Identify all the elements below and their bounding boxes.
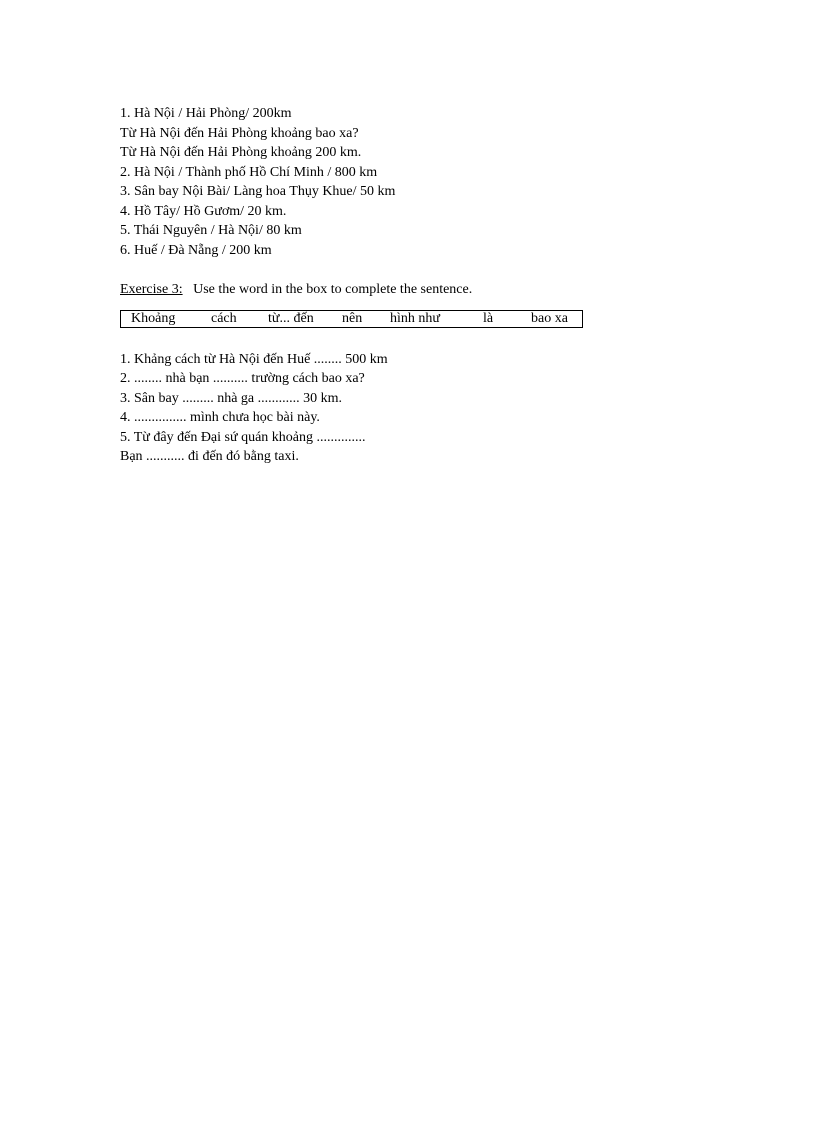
word-box-item: hình như [390, 310, 440, 326]
text-line: Từ Hà Nội đến Hải Phòng khoảng 200 km. [120, 145, 362, 160]
exercise-instruction: Use the word in the box to complete the sentence. [193, 282, 473, 297]
word-box-item: bao xa [531, 310, 568, 326]
spacer [120, 260, 720, 280]
word-box-item: là [483, 310, 494, 326]
word-box [120, 310, 583, 328]
text-line: 5. Thái Nguyên / Hà Nội/ 80 km [120, 223, 302, 238]
sentence-line: 5. Từ đây đến Đại sứ quán khoảng .............. [120, 429, 366, 445]
document-page [120, 104, 720, 467]
exercise-label: Exercise 3: [120, 282, 183, 297]
text-line: 1. Hà Nội / Hải Phòng/ 200km [120, 106, 292, 121]
text-line: 4. Hồ Tây/ Hồ Gươm/ 20 km. [120, 203, 287, 219]
word-box-item: cách [211, 310, 237, 326]
text-line: 6. Huế / Đà Nẵng / 200 km [120, 242, 272, 258]
sentence-line: 3. Sân bay ......... nhà ga ............ 30 km. [120, 390, 343, 406]
sentence-line: 4. ............... mình chưa học bài này. [120, 410, 320, 425]
word-box-item: nên [342, 310, 363, 326]
text-line: 3. Sân bay Nội Bài/ Làng hoa Thụy Khue/ 50 km [120, 184, 396, 199]
exercise-sentences [120, 350, 720, 467]
word-box-item: Khoảng [131, 310, 176, 326]
word-box-item: từ... đến [268, 310, 314, 326]
sentence-line: 2. ........ nhà bạn .......... trường cách bao xa? [120, 371, 365, 386]
sentence-line: Bạn ........... đi đến đó bằng taxi. [120, 449, 299, 464]
text-line: Từ Hà Nội đến Hải Phòng khoảng bao xa? [120, 125, 359, 141]
sentence-line: 1. Khảng cách từ Hà Nội đến Huế ........ 500 km [120, 351, 388, 367]
spacer [120, 328, 720, 350]
distance-examples [120, 104, 720, 260]
text-line: 2. Hà Nội / Thành phố Hồ Chí Minh / 800 km [120, 164, 378, 180]
exercise-heading [120, 280, 720, 300]
